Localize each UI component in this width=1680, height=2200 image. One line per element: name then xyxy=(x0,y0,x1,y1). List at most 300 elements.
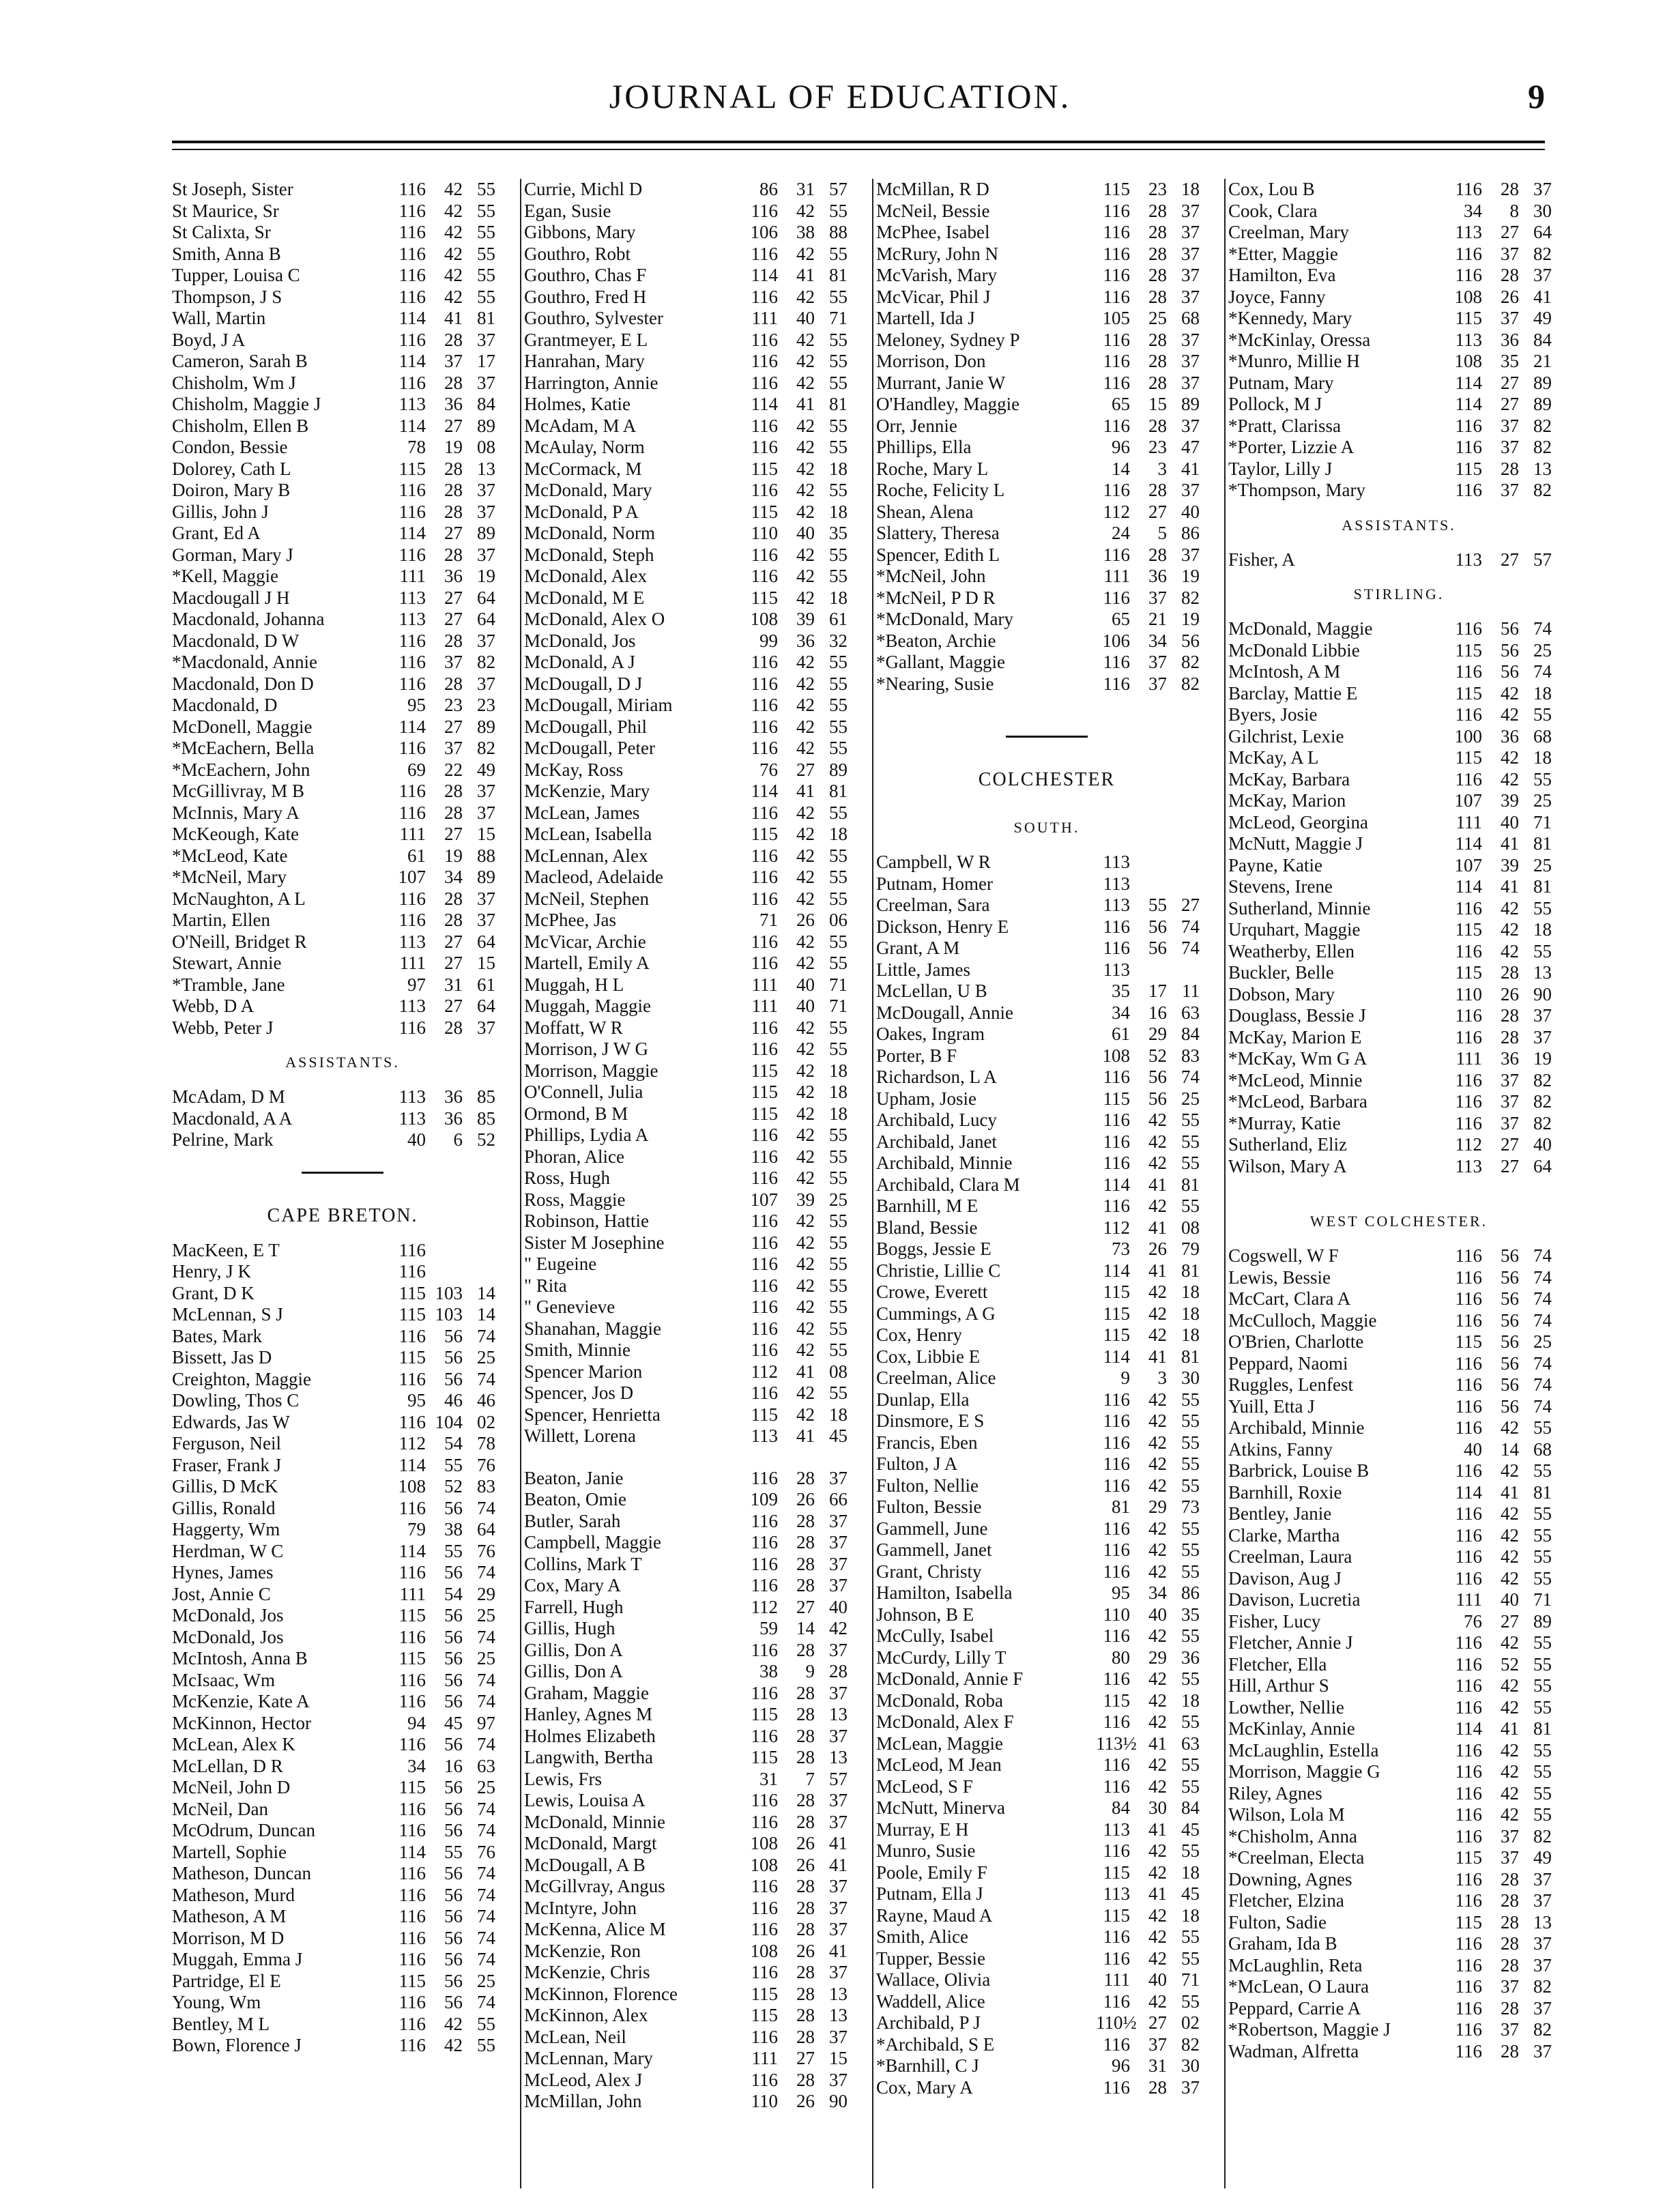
list-item xyxy=(876,1604,1217,1626)
teacher-name: McDonald, Jos xyxy=(524,630,636,651)
grant-dollars: 52 xyxy=(1148,1045,1167,1066)
list-item xyxy=(172,931,513,953)
list-item xyxy=(524,1060,865,1082)
list-item xyxy=(172,416,513,437)
grant-cents: 84 xyxy=(477,394,495,414)
teacher-name: Matheson, A M xyxy=(172,1906,287,1926)
teacher-name: Holmes Elizabeth xyxy=(524,1725,656,1746)
grant-dollars: 41 xyxy=(796,1425,815,1446)
teacher-name: Weatherby, Ellen xyxy=(1228,940,1355,961)
grant-cents: 55 xyxy=(829,1017,848,1038)
list-item xyxy=(1228,618,1569,640)
grant-cents: 23 xyxy=(477,695,495,715)
grant-cents: 55 xyxy=(1533,1739,1552,1761)
grant-cents: 25 xyxy=(477,1648,495,1668)
grant-dollars: 56 xyxy=(444,1497,463,1518)
teacher-name: Lewis, Louisa A xyxy=(524,1790,646,1810)
list-item xyxy=(524,2070,865,2092)
teacher-name: Cogswell, W F xyxy=(1228,1245,1339,1266)
list-item xyxy=(172,222,513,244)
list-item xyxy=(876,1819,1217,1841)
teacher-name: McIntosh, A M xyxy=(1228,661,1341,682)
days-taught: 116 xyxy=(1455,480,1482,500)
grant-cents: 37 xyxy=(829,2026,848,2047)
grant-dollars: 41 xyxy=(796,1361,815,1382)
teacher-name: Cox, Henry xyxy=(876,1325,962,1345)
grant-cents: 25 xyxy=(477,1970,495,1991)
list-item xyxy=(876,1991,1217,2013)
days-taught: 86 xyxy=(759,179,778,199)
days-taught: 116 xyxy=(399,1949,426,1969)
list-item xyxy=(524,459,865,480)
teacher-name: McGillvray, Angus xyxy=(524,1876,665,1896)
grant-dollars: 56 xyxy=(444,1992,463,2012)
days-taught: 116 xyxy=(1103,1475,1130,1496)
grant-dollars: 28 xyxy=(796,1919,815,1939)
list-item xyxy=(876,1045,1217,1067)
list-item xyxy=(876,895,1217,916)
list-item xyxy=(524,1404,865,1426)
grant-cents: 55 xyxy=(1181,1539,1200,1560)
days-taught: 97 xyxy=(407,974,426,995)
grant-cents: 13 xyxy=(829,1983,848,2004)
grant-dollars: 27 xyxy=(1501,1610,1519,1632)
days-taught: 115 xyxy=(1455,919,1482,940)
days-taught: 116 xyxy=(1455,179,1482,199)
list-item xyxy=(1228,1955,1569,1977)
grant-cents: 88 xyxy=(829,222,848,242)
list-item xyxy=(876,373,1217,394)
teacher-name: Phillips, Lydia A xyxy=(524,1125,649,1145)
days-taught: 111 xyxy=(1455,1589,1482,1610)
list-item xyxy=(524,437,865,459)
days-taught: 116 xyxy=(399,1906,426,1926)
grant-cents: 45 xyxy=(829,1425,848,1446)
grant-dollars: 27 xyxy=(1501,222,1519,242)
list-item xyxy=(876,244,1217,265)
teacher-name: McDonald, Jos xyxy=(172,1626,284,1647)
list-item xyxy=(524,1833,865,1855)
teacher-name: Roche, Felicity L xyxy=(876,480,1005,500)
days-taught: 38 xyxy=(759,1661,778,1681)
days-taught: 116 xyxy=(1455,1825,1482,1847)
teacher-name: Creelman, Laura xyxy=(1228,1546,1352,1567)
teacher-name: Grant, A M xyxy=(876,938,960,958)
days-taught: 116 xyxy=(751,1297,778,1317)
grant-cents: 55 xyxy=(829,716,848,737)
grant-dollars: 56 xyxy=(444,1820,463,1840)
grant-cents: 55 xyxy=(1533,1567,1552,1589)
list-item xyxy=(1228,1460,1569,1482)
grant-cents: 21 xyxy=(1533,351,1552,371)
grant-dollars: 26 xyxy=(796,1854,815,1875)
days-taught: 116 xyxy=(399,1884,426,1905)
grant-dollars: 23 xyxy=(1148,179,1167,199)
teacher-name: McNeil, Dan xyxy=(172,1798,268,1819)
grant-dollars: 28 xyxy=(1501,1954,1519,1975)
teacher-name: McIntyre, John xyxy=(524,1897,637,1918)
teacher-name: McDonell, Maggie xyxy=(172,716,313,737)
grant-cents: 55 xyxy=(1181,1668,1200,1689)
days-taught: 116 xyxy=(751,1211,778,1231)
grant-dollars: 28 xyxy=(1148,329,1167,350)
list-item xyxy=(1228,1804,1569,1826)
teacher-name: *Creelman, Electa xyxy=(1228,1847,1365,1868)
teacher-name: McDonald, Maggie xyxy=(1228,618,1373,639)
list-item xyxy=(172,738,513,759)
grant-dollars: 42 xyxy=(796,824,815,844)
column-divider xyxy=(520,179,521,2188)
list-item xyxy=(1228,1027,1569,1049)
grant-cents: 37 xyxy=(829,1575,848,1595)
days-taught: 116 xyxy=(1103,2033,1130,2055)
grant-dollars: 27 xyxy=(444,523,463,543)
grant-cents: 89 xyxy=(1181,394,1200,414)
days-taught: 116 xyxy=(1455,1632,1482,1653)
teacher-name: McDonald, M E xyxy=(524,587,645,608)
grant-cents: 18 xyxy=(829,458,848,479)
grant-dollars: 42 xyxy=(1148,1325,1167,1345)
teacher-name: McLean, Alex K xyxy=(172,1734,295,1754)
list-item xyxy=(876,1325,1217,1346)
teacher-name: Grantmeyer, E L xyxy=(524,329,648,350)
list-item xyxy=(172,1108,513,1130)
days-taught: 108 xyxy=(398,1476,426,1496)
grant-cents: 37 xyxy=(1181,265,1200,285)
grant-dollars: 42 xyxy=(1148,1776,1167,1797)
list-item xyxy=(876,1733,1217,1755)
teacher-name: Oakes, Ingram xyxy=(876,1024,985,1044)
grant-cents: 74 xyxy=(1533,1267,1552,1288)
days-taught: 116 xyxy=(751,1254,778,1274)
grant-dollars: 38 xyxy=(796,222,815,242)
days-taught: 116 xyxy=(399,200,426,221)
teacher-name: Webb, Peter J xyxy=(172,1017,274,1038)
teacher-name: Gillis, John J xyxy=(172,501,269,522)
days-taught: 113 xyxy=(399,609,426,629)
grant-cents: 71 xyxy=(1181,1969,1200,1990)
teacher-name: Shean, Alena xyxy=(876,501,974,522)
list-item xyxy=(524,1919,865,1941)
grant-dollars: 40 xyxy=(1501,811,1519,833)
days-taught: 115 xyxy=(751,1103,778,1124)
teacher-name: Macdonald, Don D xyxy=(172,673,314,694)
teacher-name: Ross, Maggie xyxy=(524,1189,626,1210)
teacher-name: Matheson, Murd xyxy=(172,1884,295,1905)
grant-cents: 55 xyxy=(1533,1632,1552,1653)
teacher-name: McKenzie, Kate A xyxy=(172,1691,310,1711)
grant-cents: 37 xyxy=(829,1532,848,1552)
list-item xyxy=(172,1476,513,1498)
list-item xyxy=(876,545,1217,566)
days-taught: 116 xyxy=(751,1919,778,1939)
teacher-name: Lewis, Bessie xyxy=(1228,1267,1331,1288)
teacher-name: McDougall, Phil xyxy=(524,716,647,737)
grant-cents: 55 xyxy=(1181,1153,1200,1173)
days-taught: 116 xyxy=(1103,243,1130,264)
days-taught: 31 xyxy=(759,1768,778,1789)
teacher-name: McGillivray, M B xyxy=(172,781,304,801)
grant-dollars: 28 xyxy=(444,458,463,479)
list-item xyxy=(524,416,865,437)
days-taught: 34 xyxy=(1464,200,1482,221)
grant-cents: 37 xyxy=(1181,286,1200,307)
days-taught: 116 xyxy=(751,1639,778,1660)
teacher-name: Barclay, Mattie E xyxy=(1228,682,1358,704)
days-taught: 116 xyxy=(751,1017,778,1038)
teacher-name: Porter, B F xyxy=(876,1045,957,1066)
grant-dollars: 40 xyxy=(1148,1604,1167,1625)
grant-cents: 37 xyxy=(829,1962,848,1982)
teacher-name: McKenzie, Ron xyxy=(524,1940,641,1961)
list-item xyxy=(524,888,865,910)
teacher-name: McRury, John N xyxy=(876,243,998,264)
teacher-name: *McLeod, Kate xyxy=(172,845,288,866)
grant-dollars: 28 xyxy=(444,630,463,651)
grant-cents: 76 xyxy=(477,1540,495,1561)
list-item xyxy=(172,974,513,996)
grant-dollars: 42 xyxy=(1501,1503,1519,1524)
grant-cents: 42 xyxy=(829,1618,848,1638)
days-taught: 34 xyxy=(407,1755,426,1776)
days-taught: 116 xyxy=(1103,1625,1130,1646)
grant-cents: 37 xyxy=(1533,1890,1552,1911)
teacher-name: Christie, Lillie C xyxy=(876,1260,1001,1281)
grant-dollars: 42 xyxy=(1148,1539,1167,1560)
teacher-name: McCormack, M xyxy=(524,458,642,479)
list-item xyxy=(876,2034,1217,2056)
list-item xyxy=(172,1261,513,1283)
days-taught: 116 xyxy=(751,1682,778,1703)
grant-cents: 41 xyxy=(829,1833,848,1853)
list-item xyxy=(1228,1740,1569,1762)
grant-dollars: 41 xyxy=(1148,1819,1167,1840)
teacher-name: Little, James xyxy=(876,959,970,980)
days-taught: 116 xyxy=(1455,1417,1482,1438)
list-item xyxy=(172,996,513,1017)
grant-cents: 37 xyxy=(1181,372,1200,393)
grant-cents: 55 xyxy=(829,200,848,221)
days-taught: 116 xyxy=(1103,1131,1130,1152)
teacher-name: Davison, Lucretia xyxy=(1228,1589,1361,1610)
grant-cents: 55 xyxy=(477,200,495,221)
page-number: 9 xyxy=(1528,77,1545,115)
grant-cents: 57 xyxy=(829,179,848,199)
grant-dollars: 42 xyxy=(1148,1991,1167,2012)
grant-cents: 49 xyxy=(1533,308,1552,328)
days-taught: 112 xyxy=(751,1596,778,1617)
grant-dollars: 42 xyxy=(796,480,815,500)
grant-dollars: 42 xyxy=(796,1254,815,1274)
days-taught: 116 xyxy=(1455,243,1482,264)
teacher-name: Urquhart, Maggie xyxy=(1228,919,1361,940)
grant-cents: 55 xyxy=(829,286,848,307)
days-taught: 111 xyxy=(1455,1048,1482,1069)
days-taught: 116 xyxy=(751,2026,778,2047)
days-taught: 71 xyxy=(759,910,778,930)
days-taught: 115 xyxy=(751,1404,778,1425)
days-taught: 116 xyxy=(1103,415,1130,436)
days-taught: 116 xyxy=(1455,1890,1482,1911)
list-item xyxy=(1228,1632,1569,1654)
grant-cents: 55 xyxy=(829,931,848,952)
days-taught: 116 xyxy=(751,480,778,500)
teacher-name: Bown, Florence J xyxy=(172,2035,302,2055)
grant-dollars: 36 xyxy=(1501,1048,1519,1069)
days-taught: 95 xyxy=(407,695,426,715)
list-item xyxy=(172,953,513,974)
teacher-name: *McLeod, Barbara xyxy=(1228,1091,1367,1112)
list-item xyxy=(1228,416,1569,437)
days-taught: 115 xyxy=(751,1060,778,1081)
grant-dollars: 42 xyxy=(1148,1840,1167,1861)
teacher-name: Fraser, Frank J xyxy=(172,1454,282,1475)
teacher-name: Dowling, Thos C xyxy=(172,1390,300,1410)
list-item xyxy=(524,1941,865,1963)
days-taught: 107 xyxy=(750,1189,778,1210)
list-item xyxy=(1228,308,1569,330)
list-item xyxy=(524,1297,865,1318)
list-item xyxy=(524,738,865,759)
teacher-name: Downing, Agnes xyxy=(1228,1868,1352,1890)
days-taught: 116 xyxy=(1455,2040,1482,2061)
grant-dollars: 28 xyxy=(1148,351,1167,371)
grant-dollars: 56 xyxy=(444,1906,463,1926)
grant-dollars: 56 xyxy=(444,1347,463,1367)
grant-cents: 73 xyxy=(1181,1496,1200,1517)
grant-dollars: 56 xyxy=(444,1970,463,1991)
days-taught: 99 xyxy=(759,630,778,651)
teacher-name: *Murray, Katie xyxy=(1228,1112,1341,1133)
grant-dollars: 14 xyxy=(796,1618,815,1638)
grant-cents: 37 xyxy=(1181,222,1200,242)
grant-cents: 37 xyxy=(477,781,495,801)
days-taught: 116 xyxy=(399,1691,426,1711)
grant-cents: 82 xyxy=(1181,2033,1200,2055)
grant-dollars: 22 xyxy=(444,759,463,780)
grant-dollars: 52 xyxy=(1501,1653,1519,1675)
grant-dollars: 36 xyxy=(444,394,463,414)
days-taught: 116 xyxy=(1103,1153,1130,1173)
teacher-name: Atkins, Fanny xyxy=(1228,1438,1333,1460)
days-taught: 116 xyxy=(399,910,426,930)
grant-cents: 13 xyxy=(829,1747,848,1767)
days-taught: 116 xyxy=(751,286,778,307)
grant-cents: 82 xyxy=(1181,587,1200,608)
grant-cents: 37 xyxy=(829,1876,848,1896)
grant-dollars: 37 xyxy=(1148,673,1167,694)
grant-cents: 55 xyxy=(829,1232,848,1253)
grant-cents: 08 xyxy=(1181,1217,1200,1238)
grant-dollars: 41 xyxy=(1501,1481,1519,1503)
list-item xyxy=(1228,1718,1569,1740)
grant-cents: 55 xyxy=(829,1168,848,1188)
grant-cents: 55 xyxy=(1533,1761,1552,1782)
list-item xyxy=(1228,1267,1569,1289)
days-taught: 116 xyxy=(751,1318,778,1339)
days-taught: 116 xyxy=(399,802,426,823)
days-taught: 115 xyxy=(1103,1088,1130,1109)
teacher-name: Archibald, Janet xyxy=(876,1131,997,1152)
teacher-name: Lowther, Nellie xyxy=(1228,1696,1344,1718)
grant-dollars: 42 xyxy=(1501,1546,1519,1567)
grant-dollars: 42 xyxy=(444,200,463,221)
days-taught: 61 xyxy=(1112,1024,1130,1044)
grant-dollars: 42 xyxy=(796,351,815,371)
list-item xyxy=(1228,941,1569,963)
list-item xyxy=(1228,1847,1569,1869)
list-item xyxy=(172,480,513,502)
list-item xyxy=(1228,640,1569,662)
grant-dollars: 37 xyxy=(1148,652,1167,672)
teacher-name: Hanley, Agnes M xyxy=(524,1704,652,1724)
grant-dollars: 26 xyxy=(1501,983,1519,1004)
days-taught: 116 xyxy=(1103,1948,1130,1969)
grant-cents: 19 xyxy=(1181,566,1200,586)
list-item xyxy=(524,1661,865,1683)
list-item xyxy=(172,330,513,351)
list-item xyxy=(1228,1525,1569,1547)
days-taught: 114 xyxy=(751,394,778,414)
teacher-name: McDonald, Mary xyxy=(524,480,652,500)
grant-cents: 55 xyxy=(1181,1389,1200,1410)
days-taught: 116 xyxy=(1103,1776,1130,1797)
teacher-name: Macleod, Adelaide xyxy=(524,867,663,887)
days-taught: 115 xyxy=(751,2005,778,2025)
teacher-name: *McLean, O Laura xyxy=(1228,1976,1370,1997)
days-taught: 96 xyxy=(1112,437,1130,457)
list-item xyxy=(172,502,513,523)
teacher-name: McKinnon, Florence xyxy=(524,1983,678,2004)
grant-dollars: 28 xyxy=(796,1575,815,1595)
teacher-name: Wilson, Lola M xyxy=(1228,1804,1345,1825)
teacher-name: Fisher, A xyxy=(1228,549,1295,570)
grant-dollars: 27 xyxy=(444,587,463,608)
grant-dollars: 21 xyxy=(1148,609,1167,629)
grant-dollars: 56 xyxy=(444,1368,463,1389)
grant-cents: 85 xyxy=(477,1108,495,1129)
days-taught: 110 xyxy=(751,2091,778,2111)
grant-dollars: 56 xyxy=(1501,1267,1519,1288)
days-taught: 113 xyxy=(1103,1819,1130,1840)
days-taught: 111 xyxy=(751,2048,778,2068)
grant-cents: 14 xyxy=(477,1282,495,1303)
list-item xyxy=(524,588,865,609)
grant-cents: 45 xyxy=(1181,1883,1200,1904)
grant-dollars: 28 xyxy=(1148,415,1167,436)
list-item xyxy=(1228,1933,1569,1955)
grant-dollars: 41 xyxy=(796,781,815,801)
grant-dollars: 42 xyxy=(444,265,463,285)
grant-dollars: 37 xyxy=(444,351,463,371)
grant-cents: 15 xyxy=(477,824,495,844)
teacher-name: Harrington, Annie xyxy=(524,372,658,393)
list-item xyxy=(172,652,513,674)
grant-dollars: 42 xyxy=(796,437,815,457)
grant-cents: 55 xyxy=(1181,1432,1200,1453)
grant-dollars: 42 xyxy=(1148,1862,1167,1883)
list-item xyxy=(1228,1288,1569,1310)
grant-dollars: 41 xyxy=(1148,1733,1167,1754)
teacher-name: Macdonald, D xyxy=(172,695,278,715)
teacher-name: Campbell, Maggie xyxy=(524,1532,661,1552)
grant-cents: 13 xyxy=(829,1704,848,1724)
grant-cents: 55 xyxy=(1181,1926,1200,1947)
teacher-name: Buckler, Belle xyxy=(1228,962,1334,983)
grant-dollars: 42 xyxy=(1148,1711,1167,1732)
days-taught: 116 xyxy=(751,695,778,715)
teacher-name: MacKeen, E T xyxy=(172,1239,280,1260)
